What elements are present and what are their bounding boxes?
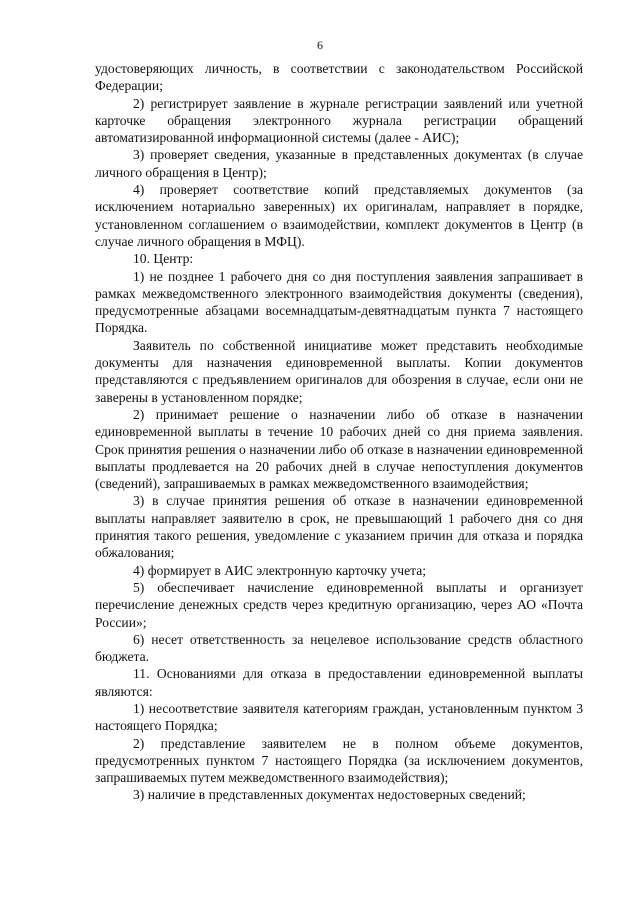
section-heading: 11. Основаниями для отказа в предоставлении единовременной выплаты являются:	[95, 666, 583, 699]
page-number: 6	[317, 38, 323, 52]
document-body	[95, 60, 583, 804]
paragraph-item: 6) несет ответственность за нецелевое использование средств областного бюджета.	[95, 631, 583, 665]
section-heading: 10. Центр:	[133, 251, 194, 267]
paragraph-item: 2) регистрирует заявление в журнале регистрации заявлений или учетной карточке обращения электронного журнала регистрации обращений автоматизированной информационной системы (далее - АИС);	[95, 95, 583, 146]
paragraph-item: 4) проверяет соответствие копий представляемых документов (за исключением нотариально заверенных) их оригиналам, направляет в порядке, установленном соглашением о взаимодействии, комплект документов в Центр (в случае личного обращения в МФЦ).	[95, 182, 583, 249]
paragraph-item: 2) принимает решение о назначении либо об отказе в назначении единовременной выплаты в течение 10 рабочих дней со дня приема заявления. Срок принятия решения о назначении либо об отказе в назначении единовременной выплаты продлевается на 20 рабочих дней в случае непоступления документов (сведений), запрашиваемых в рамках межведомственного взаимодействия;	[95, 406, 583, 492]
paragraph-item: Заявитель по собственной инициативе может представить необходимые документы для назначения единовременной выплаты. Копии документов представляются с предъявлением оригиналов для обозрения в случае, если они не заверены в установленном порядке;	[95, 337, 583, 405]
paragraph-item: 1) не позднее 1 рабочего дня со дня поступления заявления запрашивает в рамках межведомственного электронного взаимодействия документы (сведения), предусмотренные абзацами восемнадцатым-девятнадцатым пункта 7 настоящего Порядка.	[95, 268, 583, 336]
paragraph-item: 3) наличие в представленных документах недостоверных сведений;	[133, 787, 526, 803]
paragraph-item: 2) представление заявителем не в полном объеме документов, предусмотренных пунктом 7 настоящего Порядка (за исключением документов, запрашиваемых путем межведомственного взаимодействия);	[95, 735, 583, 786]
paragraph-item: 3) проверяет сведения, указанные в представленных документах (в случае личного обращения в Центр);	[95, 147, 583, 180]
paragraph-item: 5) обеспечивает начисление единовременной выплаты и организует перечисление денежных средств через кредитную организацию, через АО «Почта России»;	[95, 579, 583, 630]
paragraph-item: 1) несоответствие заявителя категориям граждан, установленным пунктом 3 настоящего Порядка;	[95, 700, 583, 734]
paragraph-item: 4) формирует в АИС электронную карточку учета;	[133, 562, 427, 578]
paragraph-continuation: удостоверяющих личность, в соответствии с законодательством Российской Федерации;	[95, 61, 583, 94]
paragraph-item: 3) в случае принятия решения об отказе в назначении единовременной выплаты направляет заявителю в срок, не превышающий 1 рабочего дня со дня принятия такого решения, уведомление с указанием причин для отказа и порядка обжалования;	[95, 493, 583, 561]
